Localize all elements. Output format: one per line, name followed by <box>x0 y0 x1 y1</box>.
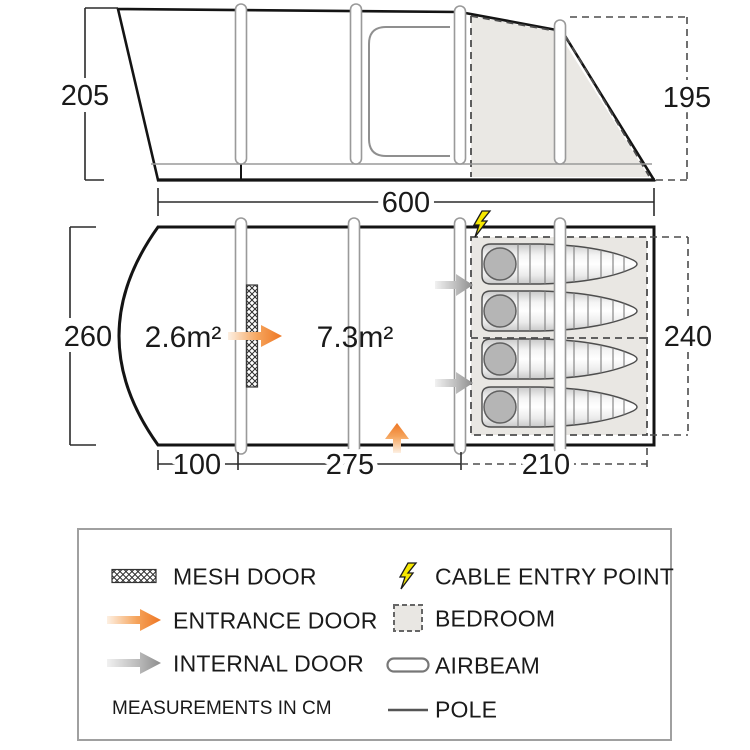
dim-length: 600 <box>381 187 431 219</box>
living-area-label: 7.3m² <box>316 321 394 354</box>
bedroom-icon <box>392 603 424 633</box>
dim-living-length: 275 <box>325 449 375 481</box>
entrance-door-icon <box>107 609 161 631</box>
airbeam-pole <box>555 20 566 164</box>
dim-height-front: 205 <box>60 80 110 112</box>
dim-porch-length: 100 <box>172 449 222 481</box>
airbeam-pole <box>455 6 466 164</box>
bedroom-label: BEDROOM <box>435 605 556 632</box>
mesh-door-label: MESH DOOR <box>173 563 317 590</box>
entrance-door-label: ENTRANCE DOOR <box>173 607 378 634</box>
internal-door-label: INTERNAL DOOR <box>173 650 364 677</box>
side-view <box>61 4 711 219</box>
airbeam-pole <box>236 4 247 164</box>
airbeam-icon <box>386 657 430 673</box>
airbeam-label: AIRBEAM <box>435 652 540 679</box>
dim-width-front: 260 <box>63 321 113 353</box>
internal-door-icon <box>107 652 161 674</box>
pole-icon <box>387 708 429 712</box>
mesh-door-icon <box>111 569 157 584</box>
dim-width-bedroom: 240 <box>663 321 713 353</box>
cable-entry-icon <box>396 562 420 590</box>
airbeam-pole <box>455 218 466 454</box>
pole-label: POLE <box>435 696 498 723</box>
dim-height-rear: 195 <box>662 82 712 114</box>
dim-bedroom-length: 210 <box>521 449 571 481</box>
floor-plan <box>64 211 712 481</box>
legend <box>77 528 675 741</box>
cable-entry-label: CABLE ENTRY POINT <box>435 563 675 590</box>
airbeam-pole <box>351 4 362 164</box>
measurements-note: MEASUREMENTS IN CM <box>112 698 332 719</box>
porch-area-label: 2.6m² <box>144 321 222 354</box>
airbeam-pole <box>555 218 566 454</box>
